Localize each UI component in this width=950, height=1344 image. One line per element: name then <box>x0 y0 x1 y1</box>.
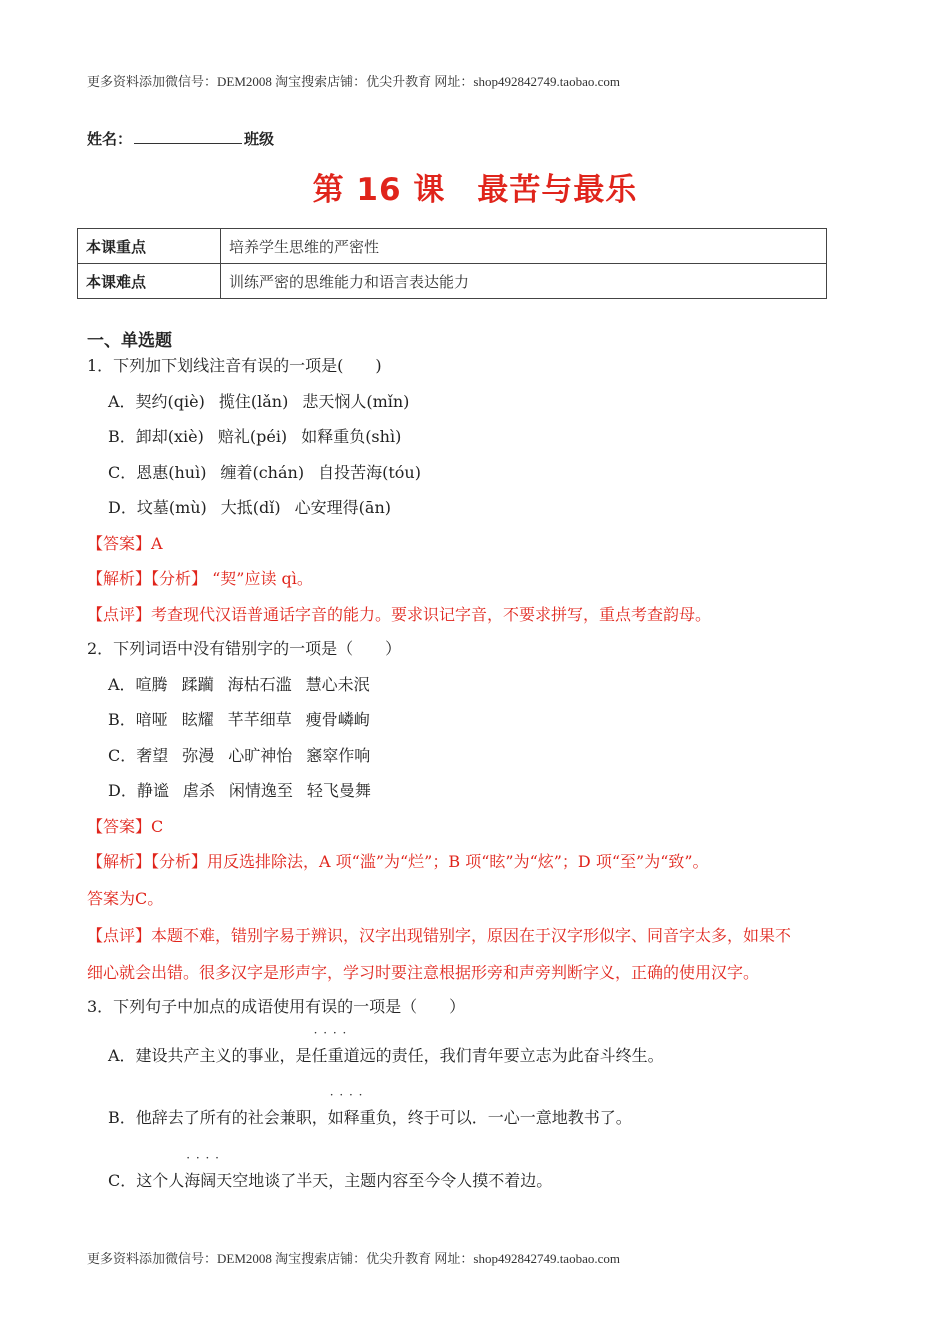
option-text: B．他辞去了所有的社会兼职， <box>108 1108 328 1127</box>
q2-answer: 【答案】C <box>87 817 164 836</box>
option-part: B．喑哑 <box>108 710 168 729</box>
option-part: 心旷神怡 <box>228 746 293 765</box>
option-part: 大抵(dǐ) <box>220 498 281 517</box>
option-part: C．奢望 <box>108 746 169 765</box>
option-part: D．静谧 <box>108 781 169 800</box>
q2-analysis: 【解析】【分析】用反选排除法，A 项“滥”为“烂”；B 项“眩”为“炫”；D 项“至”为“致”。 <box>87 852 709 871</box>
option-part: 心安理得(ān) <box>294 498 391 517</box>
q1-option-b <box>108 424 415 447</box>
keypoint-value: 训练严密的思维能力和语言表达能力 <box>221 264 827 299</box>
q2-stem: 2．下列词语中没有错别字的一项是（ ） <box>87 639 402 658</box>
name-blank <box>134 129 242 144</box>
option-text: ，终于可以．一心一意地教书了。 <box>391 1108 632 1127</box>
class-label: 班级 <box>244 130 275 148</box>
option-part: 芊芊细草 <box>227 710 292 729</box>
page-header: 更多资料添加微信号：DEM2008 淘宝搜索店铺：优尖升教育 网址：shop492842749.taobao.com <box>87 74 620 89</box>
dotted-idiom: · · · · 任重道远 <box>312 1043 376 1066</box>
keypoint-label: 本课难点 <box>78 264 221 299</box>
option-part: 轻飞曼舞 <box>306 781 371 800</box>
q3-option-c <box>108 1168 552 1191</box>
q2-comment: 【点评】本题不难，错别字易于辨识，汉字出现错别字，原因在于汉字形似字、同音字太多，如果不 <box>87 926 792 945</box>
q3-option-a <box>108 1043 664 1066</box>
option-part: 如释重负(shì) <box>301 427 402 446</box>
q1-option-a <box>108 389 423 412</box>
name-class-line <box>87 128 274 149</box>
keypoint-row <box>78 264 827 299</box>
keypoints-table <box>77 228 827 299</box>
option-text: A．建设共产主义的事业，是 <box>108 1046 312 1065</box>
option-part: 缠着(chán) <box>220 463 305 482</box>
option-part: 眩耀 <box>181 710 214 729</box>
option-part: 闲情逸至 <box>228 781 293 800</box>
keypoint-row <box>78 229 827 264</box>
option-text: C．这个人 <box>108 1171 185 1190</box>
option-part: 海枯石滥 <box>227 675 292 694</box>
page-footer: 更多资料添加微信号：DEM2008 淘宝搜索店铺：优尖升教育 网址：shop492842749.taobao.com <box>87 1251 620 1266</box>
q1-comment: 【点评】考查现代汉语普通话字音的能力。要求识记字音，不要求拼写，重点考查韵母。 <box>87 605 712 624</box>
keypoint-value: 培养学生思维的严密性 <box>221 229 827 264</box>
option-text: 的责任，我们青年要立志为此奋斗终生。 <box>375 1046 664 1065</box>
dotted-idiom: · · · · 如释重负 <box>328 1105 392 1128</box>
option-part: 自投苦海(tóu) <box>318 463 421 482</box>
q2-option-a <box>108 672 384 695</box>
option-part: D．坟墓(mù) <box>108 498 207 517</box>
option-part: B．卸却(xiè) <box>108 427 204 446</box>
q2-analysis-cont: 答案为C。 <box>87 889 164 908</box>
name-label: 姓名： <box>87 130 133 148</box>
option-part: 揽住(lǎn) <box>218 392 289 411</box>
q2-option-c <box>108 743 384 766</box>
option-part: 虐杀 <box>182 781 215 800</box>
option-text: 地谈了半天，主题内容至今令人摸不着边。 <box>248 1171 553 1190</box>
q2-comment-cont: 细心就会出错。很多汉字是形声字，学习时要注意根据形旁和声旁判断字义，正确的使用汉字。 <box>87 963 760 982</box>
option-part: C．恩惠(huì) <box>108 463 207 482</box>
q3-stem: 3．下列句子中加点的成语使用有误的一项是（ ） <box>87 997 466 1016</box>
option-part: A．喧腾 <box>108 675 168 694</box>
lesson-title: 第 16 课 最苦与最乐 <box>312 172 638 208</box>
option-part: 蹂躏 <box>181 675 214 694</box>
q2-option-b <box>108 707 384 730</box>
option-part: 慧心未泯 <box>305 675 370 694</box>
option-part: 窸窣作响 <box>306 746 371 765</box>
q1-option-d <box>108 495 405 518</box>
q1-stem: 1．下列加下划线注音有误的一项是( ) <box>87 356 382 375</box>
q2-option-d <box>108 778 385 801</box>
q1-analysis: 【解析】【分析】 “契”应读 qì。 <box>87 569 313 588</box>
dotted-idiom: · · · · 海阔天空 <box>184 1168 248 1191</box>
keypoint-label: 本课重点 <box>78 229 221 264</box>
section-heading: 一、单选题 <box>87 331 172 351</box>
option-part: 赔礼(péi) <box>217 427 288 446</box>
option-part: A．契约(qiè) <box>108 392 205 411</box>
option-part: 弥漫 <box>182 746 215 765</box>
option-part: 悲天悯人(mǐn) <box>302 392 410 411</box>
q1-option-c <box>108 460 435 483</box>
q1-answer: 【答案】A <box>87 534 163 553</box>
option-part: 瘦骨嶙峋 <box>305 710 370 729</box>
q3-option-b <box>108 1105 632 1128</box>
